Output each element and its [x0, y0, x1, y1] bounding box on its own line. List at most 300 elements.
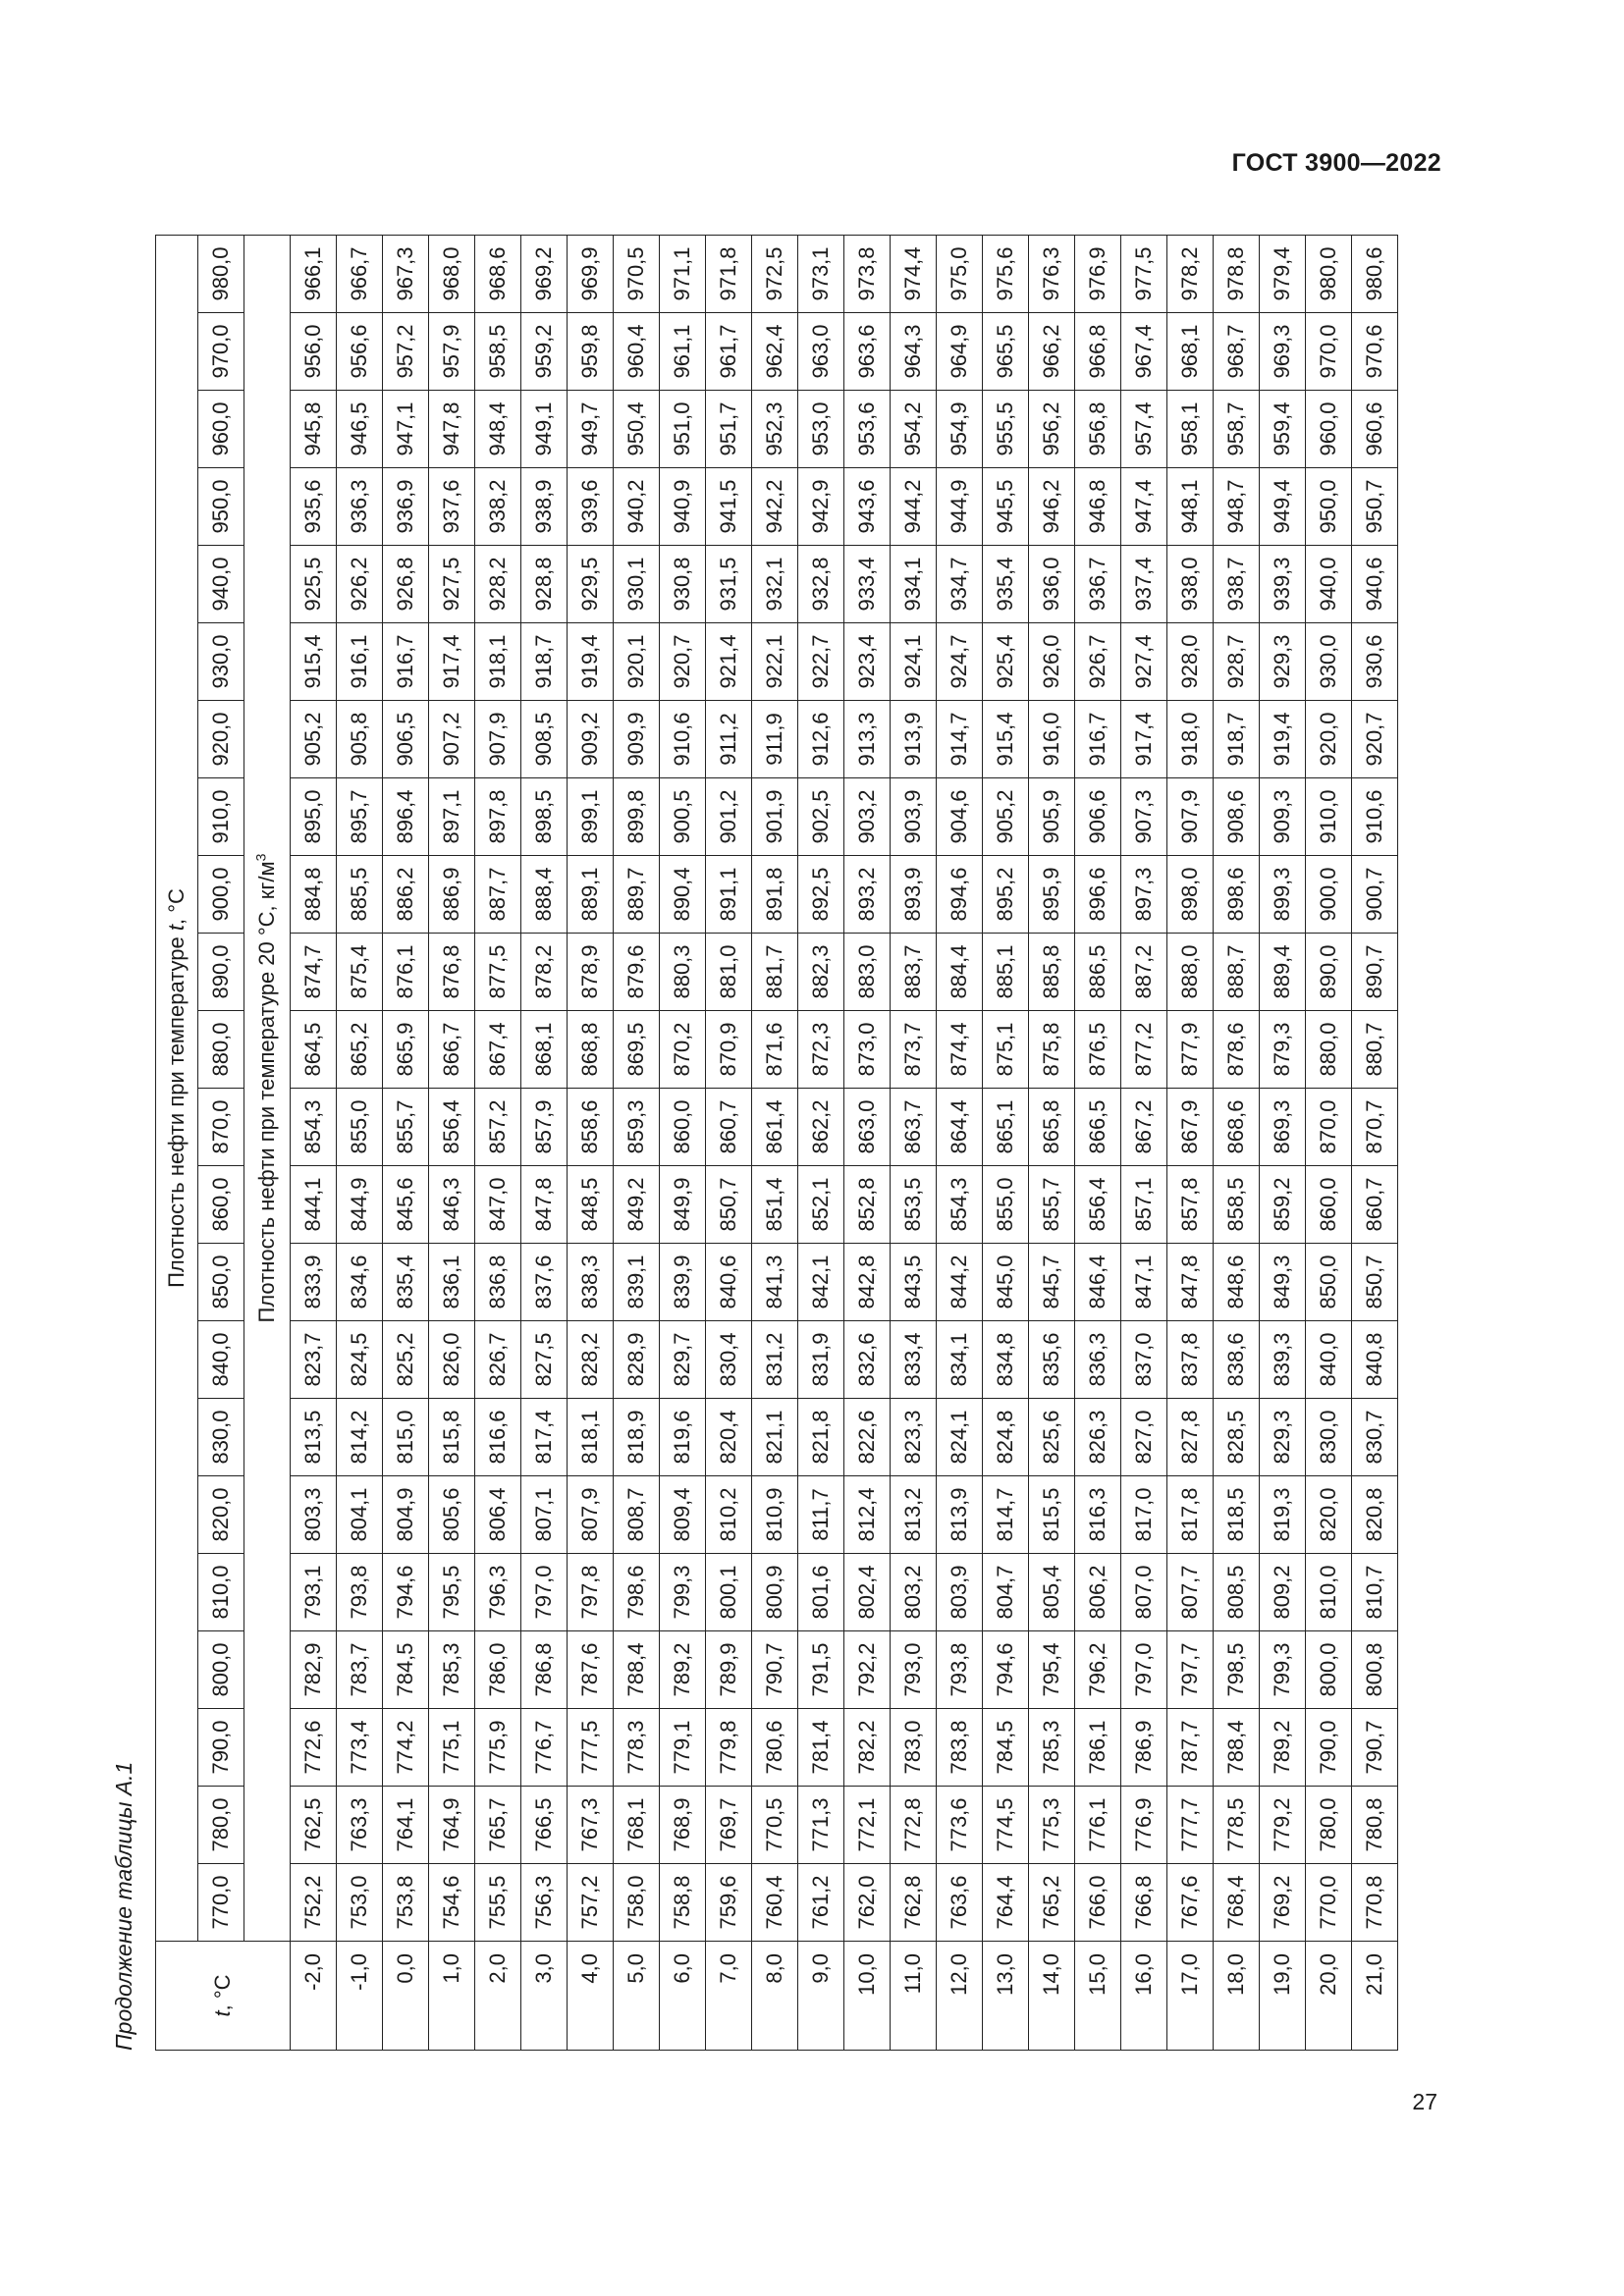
density-value-cell: 869,3 — [1260, 1089, 1306, 1166]
column-header-density: 930,0 — [198, 623, 244, 701]
density-value-cell: 937,6 — [429, 468, 475, 546]
density-value-cell: 920,7 — [660, 623, 706, 701]
density-value-cell: 820,0 — [1306, 1476, 1352, 1554]
density-value-cell: 766,5 — [521, 1787, 568, 1864]
density-value-cell: 845,7 — [1029, 1244, 1075, 1321]
top-header-suffix: , °C — [164, 888, 189, 926]
density-value-cell: 881,0 — [706, 934, 752, 1011]
density-value-cell: 786,8 — [521, 1631, 568, 1709]
density-value-cell: 818,5 — [1214, 1476, 1260, 1554]
density-value-cell: 875,8 — [1029, 1011, 1075, 1089]
density-value-cell: 829,3 — [1260, 1399, 1306, 1476]
density-value-cell: 898,5 — [521, 778, 568, 856]
density-value-cell: 877,9 — [1167, 1011, 1214, 1089]
density-value-cell: 794,6 — [383, 1554, 429, 1631]
density-value-cell: 854,3 — [291, 1089, 337, 1166]
density-value-cell: 828,5 — [1214, 1399, 1260, 1476]
density-value-cell: 889,7 — [614, 856, 660, 934]
density-value-cell: 918,0 — [1167, 701, 1214, 778]
density-value-cell: 940,0 — [1306, 546, 1352, 623]
row-temperature-cell: 9,0 — [798, 1942, 844, 2051]
table-row — [291, 236, 337, 2051]
density-value-cell: 797,8 — [568, 1554, 614, 1631]
row-temperature-cell: 17,0 — [1167, 1942, 1214, 2051]
sub-header-sup: 3 — [252, 853, 269, 862]
density-value-cell: 825,6 — [1029, 1399, 1075, 1476]
density-value-cell: 827,5 — [521, 1321, 568, 1399]
density-value-cell: 942,2 — [752, 468, 798, 546]
density-value-cell: 792,2 — [844, 1631, 891, 1709]
density-value-cell: 949,1 — [521, 391, 568, 468]
density-value-cell: 930,8 — [660, 546, 706, 623]
density-value-cell: 975,6 — [983, 236, 1029, 313]
density-value-cell: 947,1 — [383, 391, 429, 468]
row-temperature-cell: 8,0 — [752, 1942, 798, 2051]
density-value-cell: 977,5 — [1121, 236, 1167, 313]
density-value-cell: 930,0 — [1306, 623, 1352, 701]
density-value-cell: 970,5 — [614, 236, 660, 313]
row-temperature-cell: 1,0 — [429, 1942, 475, 2051]
density-value-cell: 836,8 — [475, 1244, 521, 1321]
density-value-cell: 934,7 — [937, 546, 983, 623]
density-value-cell: 848,5 — [568, 1166, 614, 1244]
corner-label-t: t — [210, 2010, 235, 2017]
density-value-cell: 849,3 — [1260, 1244, 1306, 1321]
density-value-cell: 864,5 — [291, 1011, 337, 1089]
density-value-cell: 843,5 — [891, 1244, 937, 1321]
density-value-cell: 839,3 — [1260, 1321, 1306, 1399]
density-value-cell: 890,7 — [1352, 934, 1398, 1011]
density-value-cell: 807,9 — [568, 1476, 614, 1554]
density-value-cell: 827,8 — [1167, 1399, 1214, 1476]
density-value-cell: 798,6 — [614, 1554, 660, 1631]
density-value-cell: 823,3 — [891, 1399, 937, 1476]
density-value-cell: 957,4 — [1121, 391, 1167, 468]
density-value-cell: 980,0 — [1306, 236, 1352, 313]
density-value-cell: 870,0 — [1306, 1089, 1352, 1166]
row-temperature-cell: 12,0 — [937, 1942, 983, 2051]
density-value-cell: 911,2 — [706, 701, 752, 778]
density-value-cell: 779,8 — [706, 1709, 752, 1787]
density-value-cell: 783,0 — [891, 1709, 937, 1787]
density-value-cell: 790,0 — [1306, 1709, 1352, 1787]
density-value-cell: 866,7 — [429, 1011, 475, 1089]
density-value-cell: 824,8 — [983, 1399, 1029, 1476]
density-value-cell: 856,4 — [1075, 1166, 1121, 1244]
density-value-cell: 895,9 — [1029, 856, 1075, 934]
density-value-cell: 800,8 — [1352, 1631, 1398, 1709]
density-value-cell: 893,2 — [844, 856, 891, 934]
density-value-cell: 899,3 — [1260, 856, 1306, 934]
density-value-cell: 771,3 — [798, 1787, 844, 1864]
density-value-cell: 976,9 — [1075, 236, 1121, 313]
density-value-cell: 805,4 — [1029, 1554, 1075, 1631]
density-value-cell: 765,2 — [1029, 1864, 1075, 1942]
density-value-cell: 837,0 — [1121, 1321, 1167, 1399]
table-row — [475, 236, 521, 2051]
density-value-cell: 966,8 — [1075, 313, 1121, 391]
density-value-cell: 953,6 — [844, 391, 891, 468]
density-value-cell: 820,4 — [706, 1399, 752, 1476]
top-header-density-at-t — [156, 236, 198, 1942]
density-value-cell: 825,2 — [383, 1321, 429, 1399]
density-value-cell: 797,7 — [1167, 1631, 1214, 1709]
top-header-prefix: Плотность нефти при температуре — [164, 931, 189, 1288]
density-value-cell: 826,7 — [475, 1321, 521, 1399]
density-value-cell: 838,6 — [1214, 1321, 1260, 1399]
density-value-cell: 770,8 — [1352, 1864, 1398, 1942]
density-value-cell: 956,0 — [291, 313, 337, 391]
density-value-cell: 978,2 — [1167, 236, 1214, 313]
density-value-cell: 807,1 — [521, 1476, 568, 1554]
density-value-cell: 780,8 — [1352, 1787, 1398, 1864]
density-value-cell: 817,0 — [1121, 1476, 1167, 1554]
density-value-cell: 797,0 — [521, 1554, 568, 1631]
row-temperature-cell: 0,0 — [383, 1942, 429, 2051]
density-value-cell: 835,6 — [1029, 1321, 1075, 1399]
table-row — [1306, 236, 1352, 2051]
density-value-cell: 782,2 — [844, 1709, 891, 1787]
density-value-cell: 900,5 — [660, 778, 706, 856]
density-value-cell: 857,8 — [1167, 1166, 1214, 1244]
density-value-cell: 968,0 — [429, 236, 475, 313]
table-row — [614, 236, 660, 2051]
density-value-cell: 916,1 — [337, 623, 383, 701]
density-value-cell: 926,2 — [337, 546, 383, 623]
header-row-sub — [244, 236, 291, 2051]
density-value-cell: 773,4 — [337, 1709, 383, 1787]
density-value-cell: 974,4 — [891, 236, 937, 313]
density-value-cell: 861,4 — [752, 1089, 798, 1166]
density-value-cell: 956,6 — [337, 313, 383, 391]
density-value-cell: 757,2 — [568, 1864, 614, 1942]
density-value-cell: 947,4 — [1121, 468, 1167, 546]
density-value-cell: 830,4 — [706, 1321, 752, 1399]
density-value-cell: 835,4 — [383, 1244, 429, 1321]
density-value-cell: 879,3 — [1260, 1011, 1306, 1089]
density-value-cell: 879,6 — [614, 934, 660, 1011]
density-value-cell: 876,1 — [383, 934, 429, 1011]
density-value-cell: 964,9 — [937, 313, 983, 391]
density-value-cell: 808,7 — [614, 1476, 660, 1554]
density-value-cell: 811,7 — [798, 1476, 844, 1554]
density-value-cell: 807,0 — [1121, 1554, 1167, 1631]
density-value-cell: 932,1 — [752, 546, 798, 623]
density-value-cell: 947,8 — [429, 391, 475, 468]
density-value-cell: 846,4 — [1075, 1244, 1121, 1321]
density-value-cell: 950,4 — [614, 391, 660, 468]
column-header-density: 940,0 — [198, 546, 244, 623]
density-value-cell: 870,2 — [660, 1011, 706, 1089]
document-header: ГОСТ 3900—2022 — [1231, 149, 1441, 177]
row-temperature-cell: 16,0 — [1121, 1942, 1167, 2051]
density-value-cell: 915,4 — [983, 701, 1029, 778]
row-temperature-cell: 6,0 — [660, 1942, 706, 2051]
density-value-cell: 895,2 — [983, 856, 1029, 934]
density-value-cell: 948,7 — [1214, 468, 1260, 546]
density-value-cell: 821,1 — [752, 1399, 798, 1476]
density-value-cell: 928,0 — [1167, 623, 1214, 701]
density-value-cell: 827,0 — [1121, 1399, 1167, 1476]
density-value-cell: 885,1 — [983, 934, 1029, 1011]
density-value-cell: 979,4 — [1260, 236, 1306, 313]
density-value-cell: 788,4 — [614, 1631, 660, 1709]
density-value-cell: 899,8 — [614, 778, 660, 856]
density-value-cell: 880,3 — [660, 934, 706, 1011]
density-value-cell: 922,7 — [798, 623, 844, 701]
density-value-cell: 783,7 — [337, 1631, 383, 1709]
column-header-density: 840,0 — [198, 1321, 244, 1399]
density-value-cell: 868,6 — [1214, 1089, 1260, 1166]
column-header-density: 900,0 — [198, 856, 244, 934]
table-row — [1214, 236, 1260, 2051]
density-value-cell: 938,2 — [475, 468, 521, 546]
density-value-cell: 820,8 — [1352, 1476, 1398, 1554]
row-temperature-cell: 3,0 — [521, 1942, 568, 2051]
density-value-cell: 860,7 — [706, 1089, 752, 1166]
column-header-density: 850,0 — [198, 1244, 244, 1321]
density-value-cell: 763,3 — [337, 1787, 383, 1864]
column-header-density: 810,0 — [198, 1554, 244, 1631]
density-value-cell: 898,0 — [1167, 856, 1214, 934]
density-value-cell: 829,7 — [660, 1321, 706, 1399]
density-value-cell: 785,3 — [1029, 1709, 1075, 1787]
density-value-cell: 903,2 — [844, 778, 891, 856]
density-value-cell: 785,3 — [429, 1631, 475, 1709]
density-value-cell: 893,9 — [891, 856, 937, 934]
density-value-cell: 822,6 — [844, 1399, 891, 1476]
column-header-density: 790,0 — [198, 1709, 244, 1787]
density-value-cell: 805,6 — [429, 1476, 475, 1554]
density-value-cell: 845,0 — [983, 1244, 1029, 1321]
density-value-cell: 934,1 — [891, 546, 937, 623]
density-value-cell: 850,0 — [1306, 1244, 1352, 1321]
density-value-cell: 786,9 — [1121, 1709, 1167, 1787]
density-value-cell: 917,4 — [429, 623, 475, 701]
density-value-cell: 817,8 — [1167, 1476, 1214, 1554]
density-value-cell: 968,1 — [1167, 313, 1214, 391]
density-table — [155, 235, 1398, 2051]
density-value-cell: 857,9 — [521, 1089, 568, 1166]
density-value-cell: 789,2 — [660, 1631, 706, 1709]
density-value-cell: 819,3 — [1260, 1476, 1306, 1554]
density-value-cell: 922,1 — [752, 623, 798, 701]
density-value-cell: 888,7 — [1214, 934, 1260, 1011]
density-value-cell: 867,9 — [1167, 1089, 1214, 1166]
density-value-cell: 824,5 — [337, 1321, 383, 1399]
table-row — [752, 236, 798, 2051]
density-value-cell: 878,9 — [568, 934, 614, 1011]
density-value-cell: 842,8 — [844, 1244, 891, 1321]
density-value-cell: 787,6 — [568, 1631, 614, 1709]
density-value-cell: 936,3 — [337, 468, 383, 546]
density-value-cell: 764,4 — [983, 1864, 1029, 1942]
density-value-cell: 754,6 — [429, 1864, 475, 1942]
density-value-cell: 759,6 — [706, 1864, 752, 1942]
density-value-cell: 940,6 — [1352, 546, 1398, 623]
density-value-cell: 881,7 — [752, 934, 798, 1011]
density-value-cell: 909,2 — [568, 701, 614, 778]
density-value-cell: 944,9 — [937, 468, 983, 546]
density-value-cell: 923,4 — [844, 623, 891, 701]
density-value-cell: 890,4 — [660, 856, 706, 934]
density-value-cell: 905,2 — [983, 778, 1029, 856]
density-value-cell: 927,4 — [1121, 623, 1167, 701]
column-header-density: 910,0 — [198, 778, 244, 856]
density-value-cell: 886,5 — [1075, 934, 1121, 1011]
density-value-cell: 826,3 — [1075, 1399, 1121, 1476]
density-value-cell: 868,8 — [568, 1011, 614, 1089]
density-value-cell: 809,2 — [1260, 1554, 1306, 1631]
density-value-cell: 784,5 — [983, 1709, 1029, 1787]
density-value-cell: 866,5 — [1075, 1089, 1121, 1166]
table-row — [1352, 236, 1398, 2051]
density-value-cell: 965,5 — [983, 313, 1029, 391]
table-row — [1029, 236, 1075, 2051]
row-temperature-cell: 15,0 — [1075, 1942, 1121, 2051]
density-value-cell: 963,0 — [798, 313, 844, 391]
density-value-cell: 903,9 — [891, 778, 937, 856]
density-value-cell: 936,7 — [1075, 546, 1121, 623]
density-value-cell: 876,5 — [1075, 1011, 1121, 1089]
density-value-cell: 896,4 — [383, 778, 429, 856]
density-value-cell: 802,4 — [844, 1554, 891, 1631]
row-temperature-cell: -1,0 — [337, 1942, 383, 2051]
density-value-cell: 884,8 — [291, 856, 337, 934]
density-value-cell: 969,9 — [568, 236, 614, 313]
density-value-cell: 925,5 — [291, 546, 337, 623]
density-value-cell: 761,2 — [798, 1864, 844, 1942]
density-value-cell: 793,1 — [291, 1554, 337, 1631]
density-value-cell: 939,3 — [1260, 546, 1306, 623]
density-value-cell: 834,8 — [983, 1321, 1029, 1399]
density-value-cell: 817,4 — [521, 1399, 568, 1476]
page-number: 27 — [1412, 2089, 1437, 2114]
density-value-cell: 942,9 — [798, 468, 844, 546]
density-value-cell: 871,6 — [752, 1011, 798, 1089]
row-temperature-cell: 4,0 — [568, 1942, 614, 2051]
table-row — [1167, 236, 1214, 2051]
density-value-cell: 800,9 — [752, 1554, 798, 1631]
density-value-cell: 958,5 — [475, 313, 521, 391]
density-value-cell: 786,1 — [1075, 1709, 1121, 1787]
density-value-cell: 904,6 — [937, 778, 983, 856]
density-value-cell: 874,7 — [291, 934, 337, 1011]
density-value-cell: 789,2 — [1260, 1709, 1306, 1787]
density-value-cell: 906,6 — [1075, 778, 1121, 856]
density-value-cell: 946,8 — [1075, 468, 1121, 546]
density-value-cell: 837,6 — [521, 1244, 568, 1321]
density-value-cell: 944,2 — [891, 468, 937, 546]
corner-label-unit: , °C — [210, 1974, 235, 2011]
density-value-cell: 864,4 — [937, 1089, 983, 1166]
density-value-cell: 793,0 — [891, 1631, 937, 1709]
density-value-cell: 830,0 — [1306, 1399, 1352, 1476]
density-value-cell: 847,1 — [1121, 1244, 1167, 1321]
density-value-cell: 897,8 — [475, 778, 521, 856]
column-header-density: 890,0 — [198, 934, 244, 1011]
density-value-cell: 818,1 — [568, 1399, 614, 1476]
density-value-cell: 793,8 — [337, 1554, 383, 1631]
density-value-cell: 889,1 — [568, 856, 614, 934]
density-value-cell: 909,3 — [1260, 778, 1306, 856]
column-header-density: 950,0 — [198, 468, 244, 546]
density-value-cell: 837,8 — [1167, 1321, 1214, 1399]
density-value-cell: 776,7 — [521, 1709, 568, 1787]
density-value-cell: 878,2 — [521, 934, 568, 1011]
density-value-cell: 905,2 — [291, 701, 337, 778]
density-value-cell: 951,0 — [660, 391, 706, 468]
density-value-cell: 972,5 — [752, 236, 798, 313]
table-row — [983, 236, 1029, 2051]
table-row — [429, 236, 475, 2051]
row-temperature-cell: 18,0 — [1214, 1942, 1260, 2051]
density-value-cell: 860,7 — [1352, 1166, 1398, 1244]
density-value-cell: 945,5 — [983, 468, 1029, 546]
density-value-cell: 945,8 — [291, 391, 337, 468]
density-value-cell: 815,5 — [1029, 1476, 1075, 1554]
density-value-cell: 969,3 — [1260, 313, 1306, 391]
density-value-cell: 919,4 — [1260, 701, 1306, 778]
table-row — [660, 236, 706, 2051]
density-value-cell: 921,4 — [706, 623, 752, 701]
density-value-cell: 886,9 — [429, 856, 475, 934]
density-value-cell: 960,6 — [1352, 391, 1398, 468]
density-value-cell: 960,4 — [614, 313, 660, 391]
density-value-cell: 946,5 — [337, 391, 383, 468]
density-value-cell: 963,6 — [844, 313, 891, 391]
density-value-cell: 910,6 — [1352, 778, 1398, 856]
density-value-cell: 925,4 — [983, 623, 1029, 701]
density-value-cell: 920,1 — [614, 623, 660, 701]
density-value-cell: 855,0 — [337, 1089, 383, 1166]
density-value-cell: 865,9 — [383, 1011, 429, 1089]
density-value-cell: 968,6 — [475, 236, 521, 313]
density-value-cell: 870,7 — [1352, 1089, 1398, 1166]
density-value-cell: 836,1 — [429, 1244, 475, 1321]
density-value-cell: 873,7 — [891, 1011, 937, 1089]
density-value-cell: 961,1 — [660, 313, 706, 391]
density-value-cell: 830,7 — [1352, 1399, 1398, 1476]
density-value-cell: 790,7 — [752, 1631, 798, 1709]
density-value-cell: 948,1 — [1167, 468, 1214, 546]
density-value-cell: 814,7 — [983, 1476, 1029, 1554]
density-value-cell: 813,5 — [291, 1399, 337, 1476]
density-value-cell: 918,7 — [1214, 701, 1260, 778]
density-value-cell: 875,1 — [983, 1011, 1029, 1089]
density-value-cell: 815,0 — [383, 1399, 429, 1476]
density-value-cell: 804,7 — [983, 1554, 1029, 1631]
density-value-cell: 868,1 — [521, 1011, 568, 1089]
density-value-cell: 928,7 — [1214, 623, 1260, 701]
column-header-density: 780,0 — [198, 1787, 244, 1864]
density-value-cell: 810,7 — [1352, 1554, 1398, 1631]
density-value-cell: 877,5 — [475, 934, 521, 1011]
density-value-cell: 873,0 — [844, 1011, 891, 1089]
density-value-cell: 932,8 — [798, 546, 844, 623]
density-value-cell: 775,3 — [1029, 1787, 1075, 1864]
density-value-cell: 803,2 — [891, 1554, 937, 1631]
density-value-cell: 936,9 — [383, 468, 429, 546]
density-value-cell: 786,0 — [475, 1631, 521, 1709]
density-value-cell: 880,7 — [1352, 1011, 1398, 1089]
density-value-cell: 929,3 — [1260, 623, 1306, 701]
density-value-cell: 844,9 — [337, 1166, 383, 1244]
density-value-cell: 908,5 — [521, 701, 568, 778]
density-value-cell: 807,7 — [1167, 1554, 1214, 1631]
density-value-cell: 887,2 — [1121, 934, 1167, 1011]
density-value-cell: 753,8 — [383, 1864, 429, 1942]
